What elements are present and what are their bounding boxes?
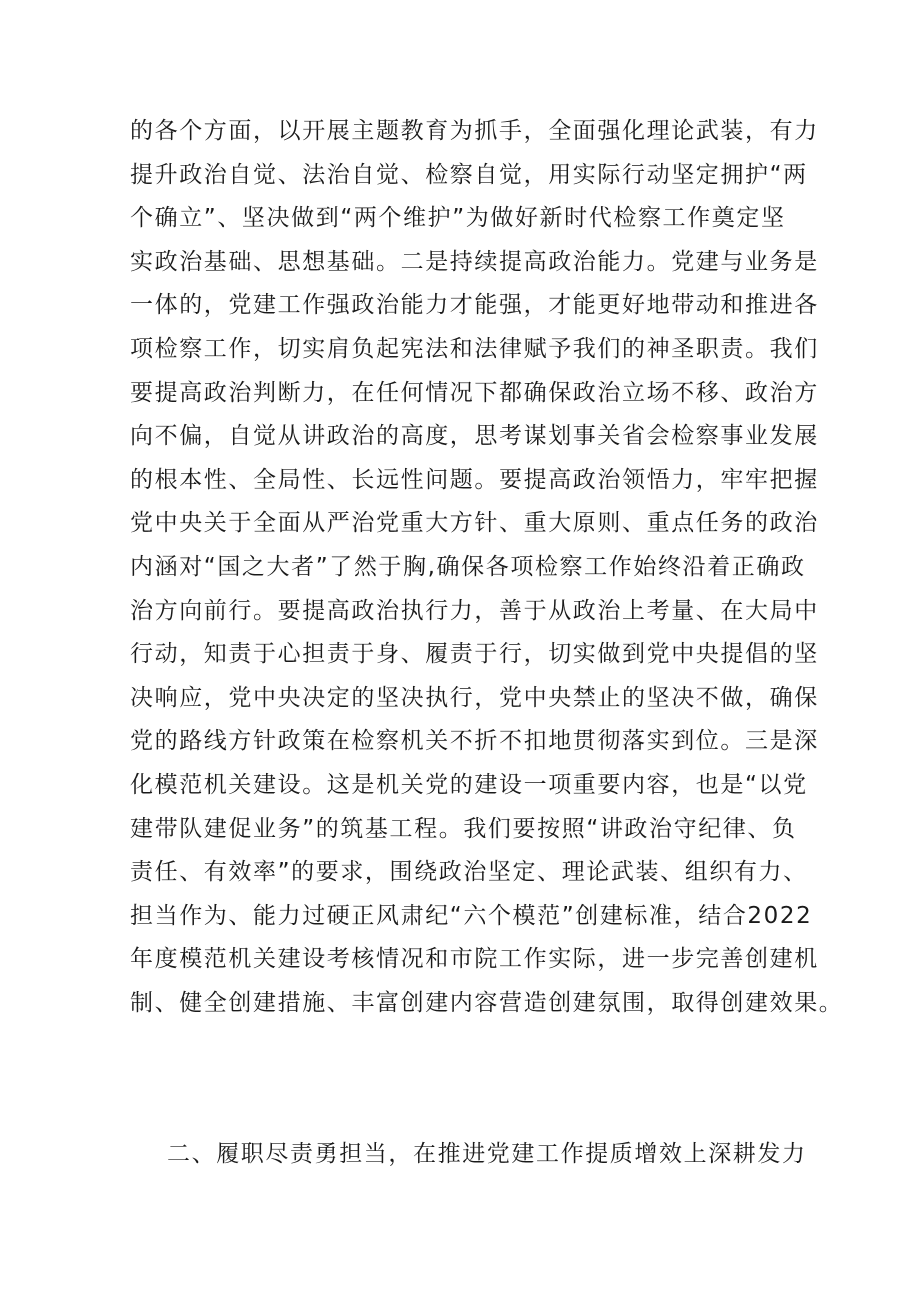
paragraph-line: 党的路线方针政策在检察机关不折不扣地贯彻落实到位。三是深 [130, 728, 819, 755]
paragraph-line: 提升政治自觉、法治自觉、检察自觉，用实际行动坚定拥护“两 [130, 161, 808, 188]
paragraph-line: 要提高政治判断力，在任何情况下都确保政治立场不移、政治方 [130, 379, 819, 406]
paragraph-line: 担当作为、能力过硬正风肃纪“六个模范”创建标准，结合2022 [130, 902, 813, 929]
paragraph-line: 实政治基础、思想基础。二是持续提高政治能力。党建与业务是 [130, 248, 819, 275]
paragraph-line: 建带队建促业务”的筑基工程。我们要按照“讲政治守纪律、负 [130, 815, 797, 842]
paragraph-line: 制、健全创建措施、丰富创建内容营造创建氛围，取得创建效果。 [130, 989, 844, 1016]
paragraph-line: 党中央关于全面从严治党重大方针、重大原则、重点任务的政治 [130, 510, 819, 537]
paragraph-line: 向不偏，自觉从讲政治的高度，思考谋划事关省会检察事业发展 [130, 423, 819, 450]
paragraph-line: 的根本性、全局性、长远性问题。要提高政治领悟力，牢牢把握 [130, 466, 819, 493]
paragraph-line: 决响应，党中央决定的坚决执行，党中央禁止的坚决不做，确保 [130, 684, 819, 711]
paragraph-line: 化模范机关建设。这是机关党的建设一项重要内容，也是“以党 [130, 771, 808, 798]
paragraph-line: 年度模范机关建设考核情况和市院工作实际，进一步完善创建机 [130, 946, 819, 973]
paragraph-line: 个确立”、坚决做到“两个维护”为做好新时代检察工作奠定坚 [130, 205, 786, 232]
paragraph-line: 治方向前行。要提高政治执行力，善于从政治上考量、在大局中 [130, 597, 819, 624]
paragraph-line: 责任、有效率”的要求，围绕政治坚定、理论武装、组织有力、 [130, 859, 808, 886]
section-heading: 二、履职尽责勇担当，在推进党建工作提质增效上深耕发力 [167, 1141, 807, 1167]
paragraph-line: 项检察工作，切实肩负起宪法和法律赋予我们的神圣职责。我们 [130, 335, 819, 362]
body-paragraph [130, 110, 844, 1025]
paragraph-line: 的各个方面，以开展主题教育为抓手，全面强化理论武装，有力 [130, 118, 819, 144]
paragraph-line: 内涵对“国之大者”了然于胸,确保各项检察工作始终沿着正确政 [130, 553, 806, 580]
paragraph-line: 一体的，党建工作强政治能力才能强，才能更好地带动和推进各 [130, 292, 819, 319]
paragraph-line: 行动，知责于心担责于身、履责于行，切实做到党中央提倡的坚 [130, 641, 819, 668]
